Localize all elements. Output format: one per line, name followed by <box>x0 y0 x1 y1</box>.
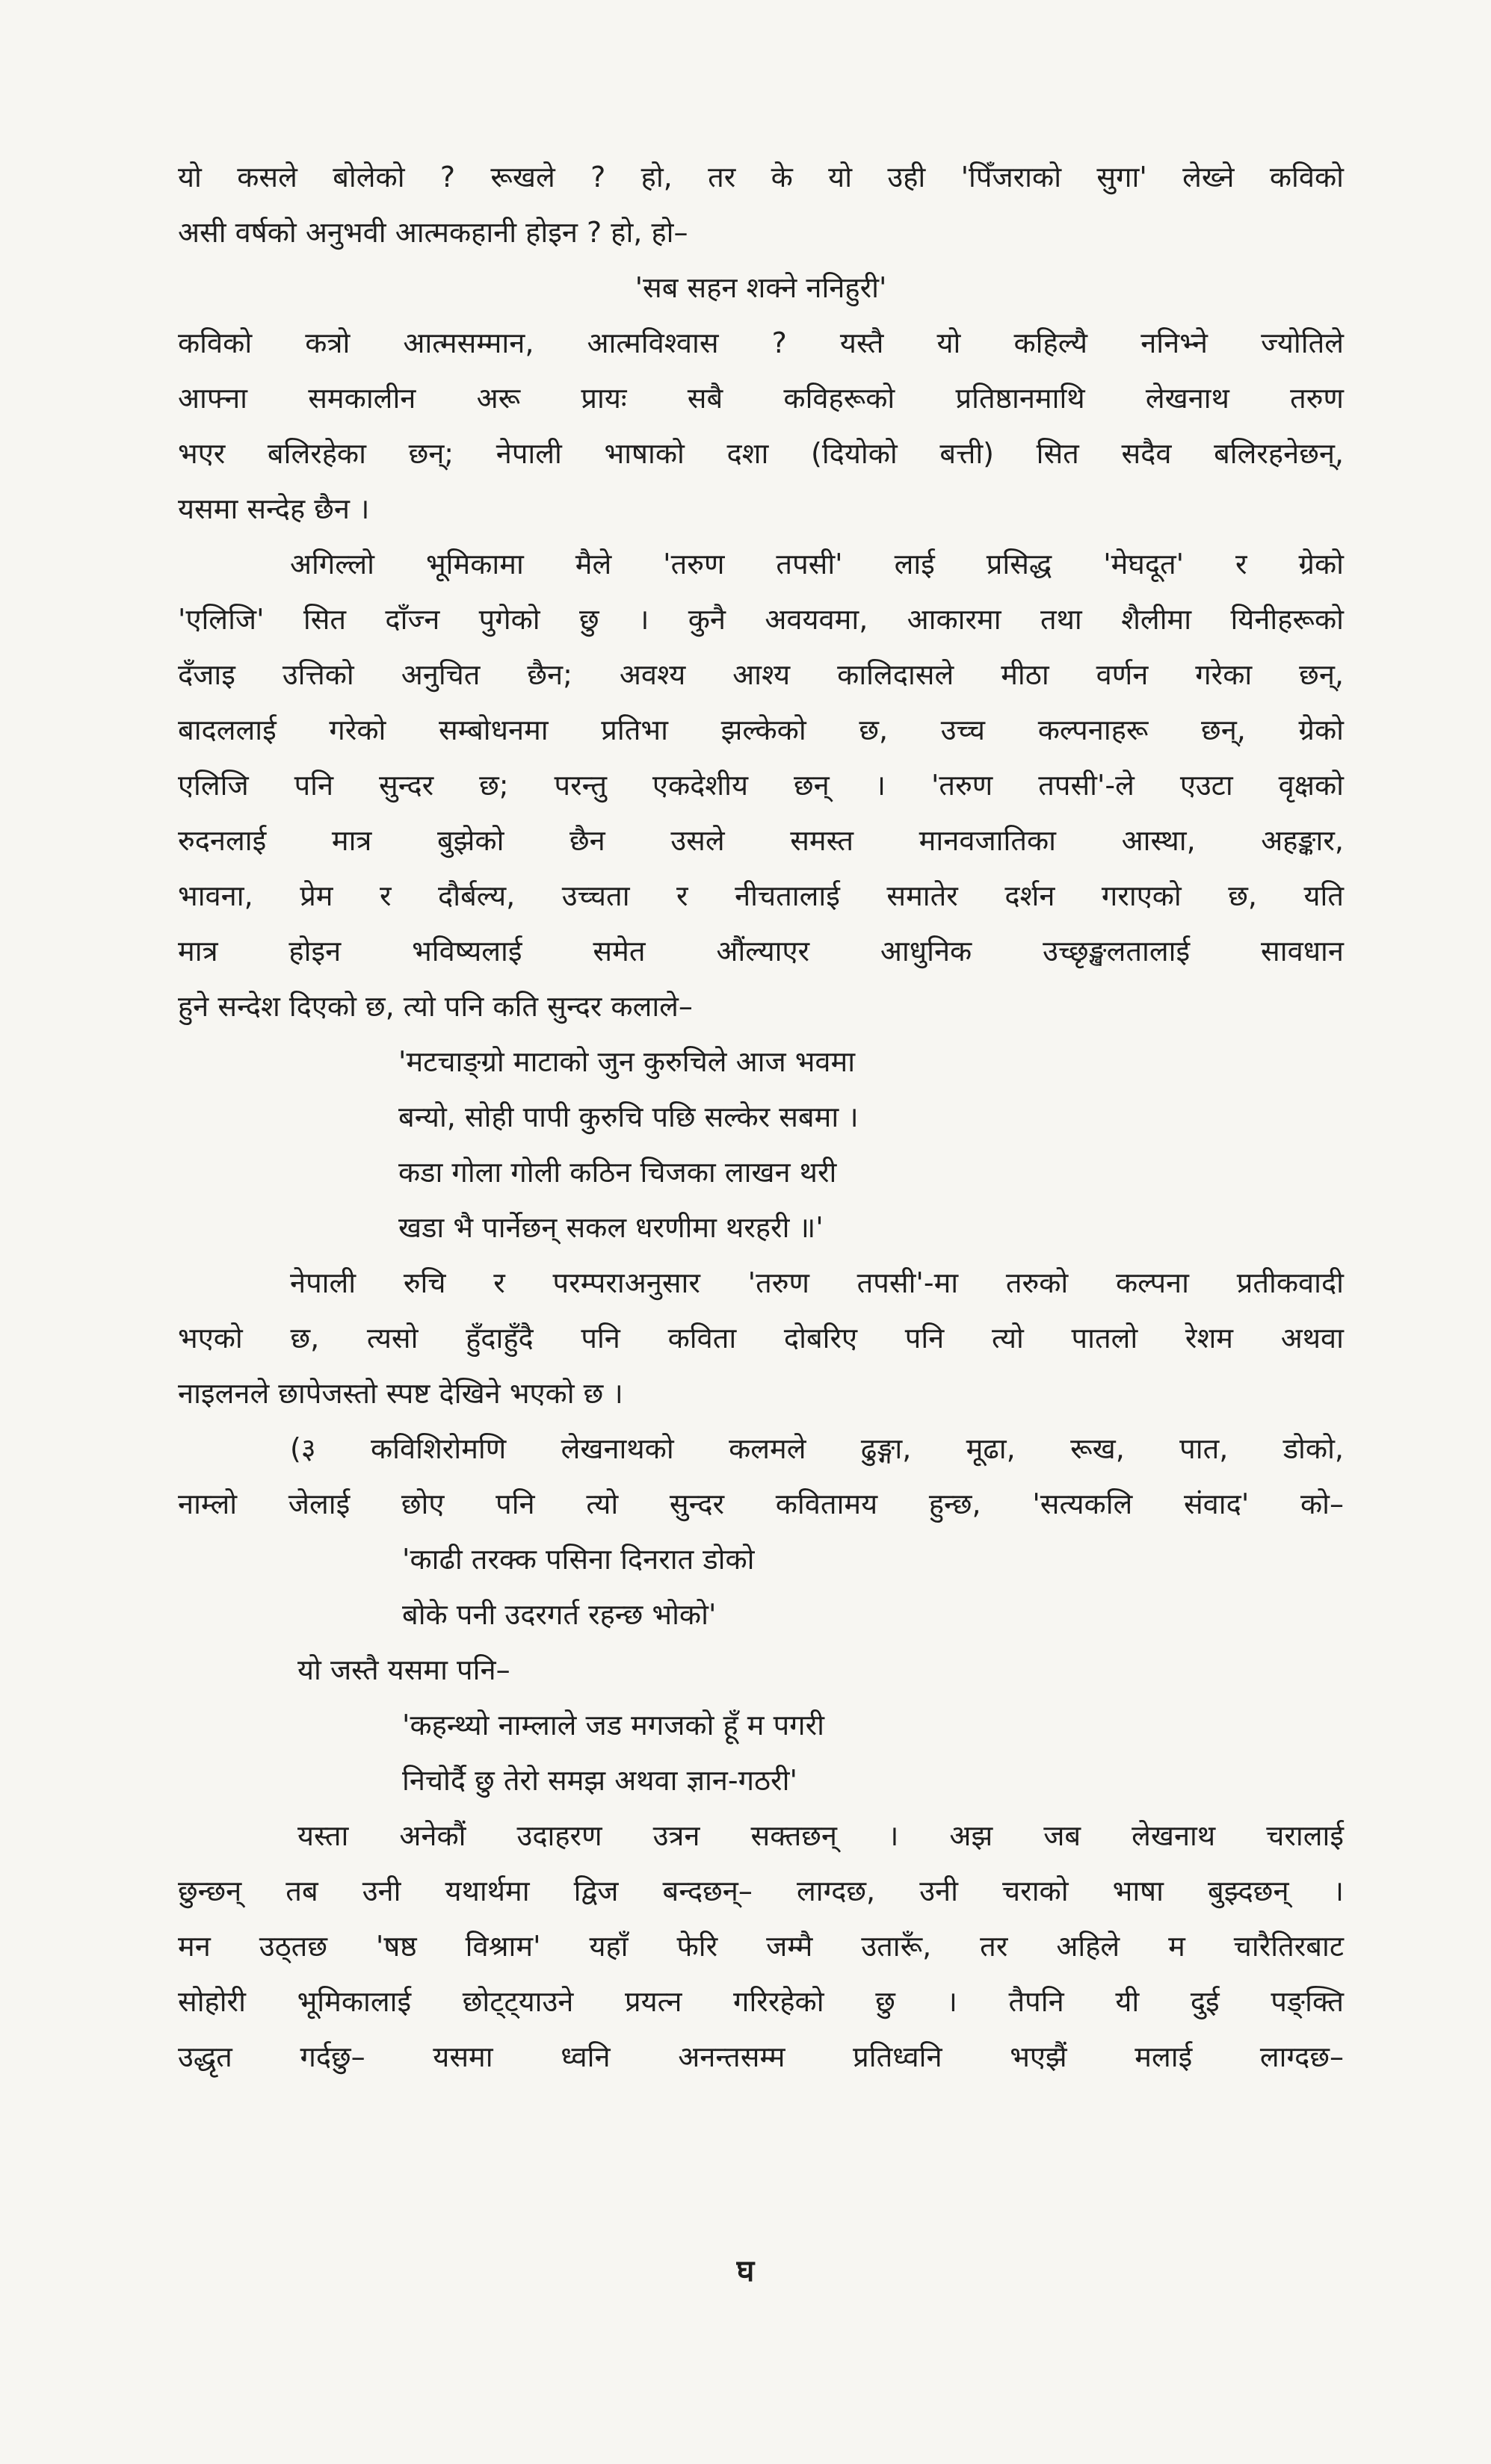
text-line: मात्र होइन भविष्यलाई समेत औंल्याएर आधुनिक उच्छृङ्खलतालाई सावधान <box>178 935 1344 968</box>
text-line: यो जस्तै यसमा पनि– <box>297 1653 510 1686</box>
verse-line: निचोर्दै छु तेरो समझ अथवा ज्ञान-गठरी' <box>402 1764 797 1797</box>
verse-line: बोके पनी उदरगर्त रहन्छ भोको' <box>402 1598 717 1631</box>
page-body <box>178 149 1344 2084</box>
text-line: दँजाइ उत्तिको अनुचित छैन; अवश्य आश्य कालिदासले मीठा वर्णन गरेका छन्, <box>178 658 1344 691</box>
verse-line: 'कहन्थ्यो नाम्लाले जड मगजको हूँ म पगरी <box>402 1709 824 1742</box>
paragraph-start: नेपाली रुचि र परम्पराअनुसार 'तरुण तपसी'-मा तरुको कल्पना प्रतीकवादी <box>290 1266 1344 1299</box>
verse-line: 'मटचाङ्ग्रो माटाको जुन कुरुचिले आज भवमा <box>398 1045 856 1078</box>
verse-line: 'काढी तरक्क पसिना दिनरात डोको <box>402 1543 755 1576</box>
text-line: 'एलिजि' सित दाँज्न पुगेको छु । कुनै अवयवमा, आकारमा तथा शैलीमा यिनीहरूको <box>178 603 1344 636</box>
text-line: छुन्छन् तब उनी यथार्थमा द्विज बन्दछन्– लाग्दछ, उनी चराको भाषा बुझ्दछन् । <box>178 1875 1344 1907</box>
paragraph-start: (३ कविशिरोमणि लेखनाथको कलमले ढुङ्गा, मूढा, रूख, पात, डोको, <box>290 1432 1344 1465</box>
text-line: भएर बलिरहेका छन्; नेपाली भाषाको दशा (दियोको बत्ती) सित सदैव बलिरहनेछन्, <box>178 437 1344 470</box>
text-line: सोहोरी भूमिकालाई छोट्ट्याउने प्रयत्न गरिरहेको छु । तैपनि यी दुई पङ्क्ति <box>178 1985 1344 2018</box>
text-line: भएको छ, त्यसो हुँदाहुँदै पनि कविता दोबरिए पनि त्यो पातलो रेशम अथवा <box>178 1322 1344 1355</box>
quoted-line: 'सब सहन शक्ने ननिहुरी' <box>635 271 887 304</box>
text-line: यसमा सन्देह छैन । <box>178 492 370 525</box>
text-line: उद्धृत गर्दछु– यसमा ध्वनि अनन्तसम्म प्रतिध्वनि भएझैं मलाई लाग्दछ– <box>178 2040 1344 2073</box>
text-line: आफ्ना समकालीन अरू प्रायः सबै कविहरूको प्रतिष्ठानमाथि लेखनाथ तरुण <box>178 382 1344 415</box>
text-line: कविको कत्रो आत्मसम्मान, आत्मविश्वास ? यस्तै यो कहिल्यै ननिभ्ने ज्योतिले <box>178 326 1344 359</box>
verse-line: कडा गोला गोली कठिन चिजका लाखन थरी <box>398 1156 837 1189</box>
text-line: नाम्लो जेलाई छोए पनि त्यो सुन्दर कवितामय हुन्छ, 'सत्यकलि संवाद' को– <box>178 1488 1344 1520</box>
text-line: भावना, प्रेम र दौर्बल्य, उच्चता र नीचतालाई समातेर दर्शन गराएको छ, यति <box>178 879 1344 912</box>
text-line: मन उठ्तछ 'षष्ठ विश्राम' यहाँ फेरि जम्मै उतारूँ, तर अहिले म चारैतिरबाट <box>178 1930 1344 1963</box>
paragraph-start: यस्ता अनेकौं उदाहरण उत्रन सक्तछन् । अझ जब लेखनाथ चरालाई <box>297 1819 1344 1852</box>
paragraph-start: अगिल्लो भूमिकामा मैले 'तरुण तपसी' लाई प्रसिद्ध 'मेघदूत' र ग्रेको <box>290 548 1344 581</box>
text-line: यो कसले बोलेको ? रूखले ? हो, तर के यो उही 'पिँजराको सुगा' लेख्ने कविको <box>178 161 1344 194</box>
text-line: बादललाई गरेको सम्बोधनमा प्रतिभा झल्केको छ, उच्च कल्पनाहरू छन्, ग्रेको <box>178 713 1344 746</box>
verse-line: खडा भै पार्नेछन् सकल धरणीमा थरहरी ॥' <box>398 1211 824 1244</box>
text-line: असी वर्षको अनुभवी आत्मकहानी होइन ? हो, हो– <box>178 216 688 249</box>
page-number: घ <box>736 2254 755 2288</box>
text-line: एलिजि पनि सुन्दर छ; परन्तु एकदेशीय छन् । 'तरुण तपसी'-ले एउटा वृक्षको <box>178 769 1344 802</box>
text-line: हुने सन्देश दिएको छ, त्यो पनि कति सुन्दर कलाले– <box>178 990 693 1023</box>
text-line: नाइलनले छापेजस्तो स्पष्ट देखिने भएको छ । <box>178 1377 623 1410</box>
text-line: रुदनलाई मात्र बुझेको छैन उसले समस्त मानवजातिका आस्था, अहङ्कार, <box>178 824 1344 857</box>
verse-line: बन्यो, सोही पापी कुरुचि पछि सल्केर सबमा । <box>398 1101 859 1133</box>
